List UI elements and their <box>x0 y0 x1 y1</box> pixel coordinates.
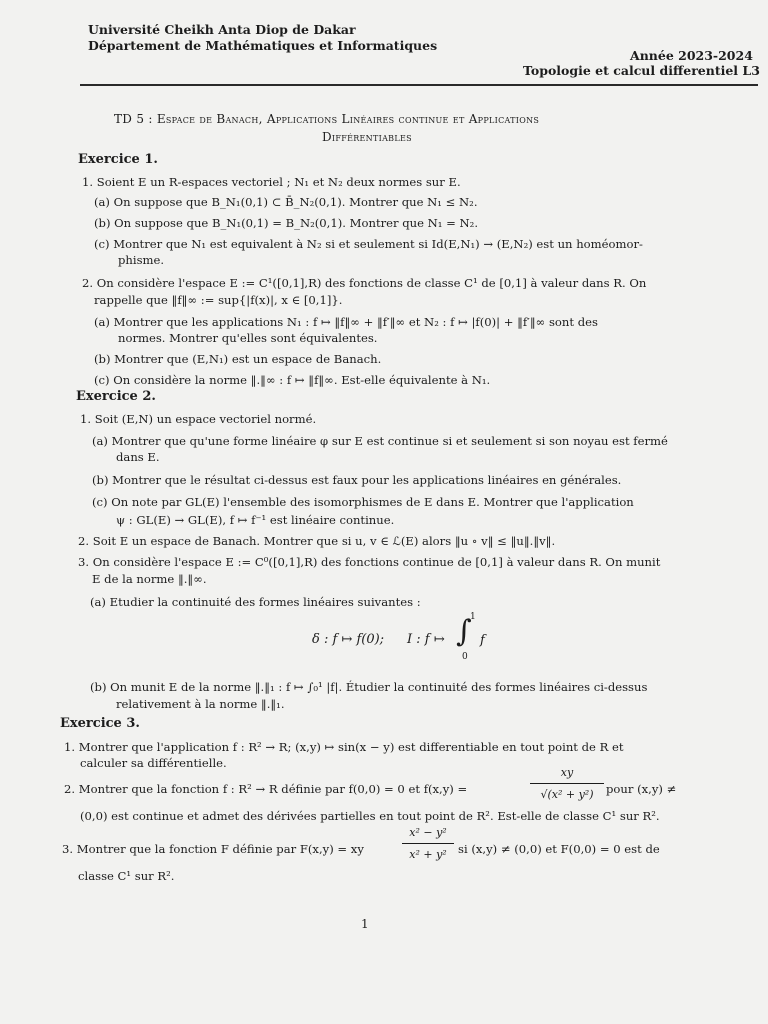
department-name: Département de Mathématiques et Informatiques <box>88 38 438 53</box>
header-rule <box>80 84 758 86</box>
ex3-q3-post: si (x,y) ≠ (0,0) et F(0,0) = 0 est de <box>458 842 660 856</box>
ex2-q1-a-cont: dans E. <box>116 450 160 464</box>
integrand: f <box>480 633 485 648</box>
ex2-q3-b-cont: relativement à la norme ‖.‖₁. <box>116 697 285 711</box>
ex1-q1-a: (a) On suppose que B_N₁(0,1) ⊂ B̄_N₂(0,1). Montrer que N₁ ≤ N₂. <box>94 195 478 209</box>
ex2-q1-a: (a) Montrer que qu'une forme linéaire φ sur E est continue si et seulement si son noyau est fermé <box>92 434 668 448</box>
ex3-q2-fraction-denominator: √(x² + y²) <box>540 788 594 801</box>
ex2-q3-stem: 3. On considère l'espace E := C⁰([0,1],R) des fonctions continue de [0,1] à valeur dans R. On munit <box>78 555 661 569</box>
ex2-q3-a: (a) Etudier la continuité des formes linéaires suivantes : <box>90 595 421 609</box>
page-number: 1 <box>361 917 369 931</box>
ex3-q3-fraction-denominator: x² + y² <box>409 848 447 861</box>
ex3-q2-cont: (0,0) est continue et admet des dérivées partielles en tout point de R². Est-elle de classe C¹ sur R². <box>80 809 660 823</box>
ex1-q2-a: (a) Montrer que les applications N₁ : f ↦ ‖f‖∞ + ‖f′‖∞ et N₂ : f ↦ |f(0)| + ‖f′‖∞ sont des <box>94 315 598 329</box>
ex3-q2: 2. Montrer que la fonction f : R² → R définie par f(0,0) = 0 et f(x,y) = <box>64 782 468 796</box>
ex3-q3-fraction-bar <box>402 843 454 844</box>
ex3-q1-cont: calculer sa différentielle. <box>80 756 227 770</box>
ex3-q2-fraction-bar <box>530 783 604 784</box>
ex1-q2-a-cont: normes. Montrer qu'elles sont équivalentes. <box>118 331 378 345</box>
ex1-q2-b: (b) Montrer que (E,N₁) est un espace de Banach. <box>94 352 382 366</box>
ex1-q1-b: (b) On suppose que B_N₁(0,1) = B_N₂(0,1). Montrer que N₁ = N₂. <box>94 216 479 230</box>
ex1-q1-stem: 1. Soient E un R-espaces vectoriel ; N₁ et N₂ deux normes sur E. <box>82 175 461 189</box>
ex1-q1-c: (c) Montrer que N₁ est equivalent à N₂ si et seulement si Id(E,N₁) → (E,N₂) est un homéomor- <box>94 237 643 251</box>
ex2-q3-b: (b) On munit E de la norme ‖.‖₁ : f ↦ ∫₀¹ |f|. Étudier la continuité des formes linéaires ci-dessus <box>90 680 648 694</box>
ex2-q3-stem-cont: E de la norme ‖.‖∞. <box>92 572 207 586</box>
course-name: Topologie et calcul differentiel L3 <box>523 63 760 78</box>
ex1-q2-stem: 2. On considère l'espace E := C¹([0,1],R) des fonctions de classe C¹ de [0,1] à valeur dans R. On <box>82 276 647 290</box>
ex3-q2-fraction-numerator: xy <box>560 766 574 779</box>
ex3-q3: 3. Montrer que la fonction F définie par F(x,y) = xy <box>62 842 364 856</box>
formula-integral-label: I : f ↦ <box>407 632 445 647</box>
integral-upper-bound: 1 <box>470 612 476 622</box>
ex1-q2-c: (c) On considère la norme ‖.‖∞ : f ↦ ‖f‖∞. Est-elle équivalente à N₁. <box>94 373 491 387</box>
ex2-q1-stem: 1. Soit (E,N) un espace vectoriel normé. <box>80 412 317 426</box>
ex1-q1-c-cont: phisme. <box>118 253 165 267</box>
ex2-q2: 2. Soit E un espace de Banach. Montrer que si u, v ∈ ℒ(E) alors ‖u ∘ v‖ ≤ ‖u‖.‖v‖. <box>78 534 556 548</box>
academic-year: Année 2023-2024 <box>630 48 753 63</box>
ex3-q2-post: pour (x,y) ≠ <box>606 782 677 796</box>
ex1-q2-stem-cont: rappelle que ‖f‖∞ := sup{|f(x)|, x ∈ [0,1]}. <box>94 293 343 307</box>
university-name: Université Cheikh Anta Diop de Dakar <box>88 22 356 37</box>
ex3-q3-fraction-numerator: x² − y² <box>409 826 447 839</box>
integral-sign: ∫ <box>456 614 472 649</box>
exercise-1-heading: Exercice 1. <box>78 152 158 167</box>
ex2-q1-c: (c) On note par GL(E) l'ensemble des isomorphismes de E dans E. Montrer que l'application <box>92 495 634 509</box>
integral-lower-bound: 0 <box>462 652 468 662</box>
ex3-q1: 1. Montrer que l'application f : R² → R; (x,y) ↦ sin(x − y) est differentiable en tout point de R et <box>64 740 624 754</box>
document-title-line2: Différentiables <box>322 130 412 144</box>
exercise-2-heading: Exercice 2. <box>76 389 156 404</box>
formula-delta: δ : f ↦ f(0); <box>312 632 385 647</box>
ex2-q1-b: (b) Montrer que le résultat ci-dessus est faux pour les applications linéaires en générales. <box>92 473 622 487</box>
exercise-3-heading: Exercice 3. <box>60 716 140 731</box>
ex2-q1-c-cont: ψ : GL(E) → GL(E), f ↦ f⁻¹ est linéaire continue. <box>116 513 395 527</box>
ex3-q3-cont: classe C¹ sur R². <box>78 869 175 883</box>
document-title: TD 5 : Espace de Banach, Applications Linéaires continue et Applications <box>114 112 540 126</box>
